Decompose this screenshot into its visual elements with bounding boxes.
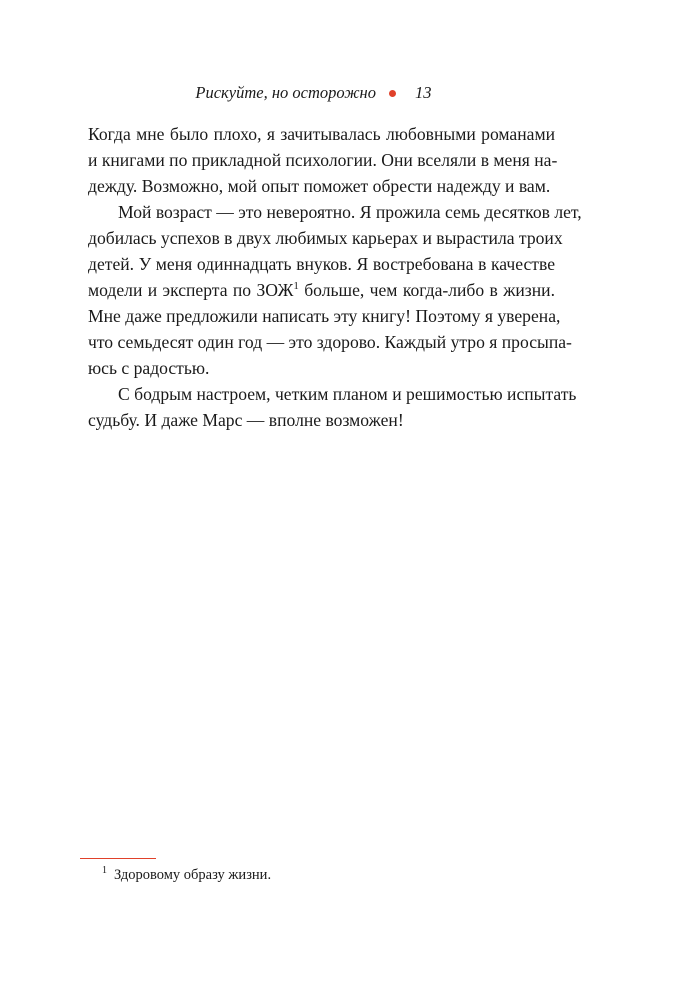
page-number: 13 xyxy=(415,83,432,102)
paragraph-1 xyxy=(88,121,558,199)
running-head xyxy=(0,82,682,106)
text-line: и книгами по прикладной психологии. Они вселяли в меня на- xyxy=(88,150,558,170)
paragraph-3 xyxy=(88,381,577,433)
text-line: детей. У меня одиннадцать внуков. Я востребована в качестве xyxy=(88,254,555,274)
text-line: дежду. Возможно, мой опыт поможет обрести надежду и вам. xyxy=(88,176,551,196)
body-text xyxy=(88,121,582,433)
running-head-title: Рискуйте, но осторожно xyxy=(195,83,376,102)
text-line: Мой возраст — это невероятно. Я прожила семь десятков лет, xyxy=(118,202,582,222)
text-line: судьбу. И даже Марс — вполне возможен! xyxy=(88,410,404,430)
footnote-divider xyxy=(80,858,156,859)
text-line: что семьдесят один год — это здорово. Каждый утро я просыпа- xyxy=(88,332,572,352)
footnote-number: 1 xyxy=(102,865,107,877)
text-line: Когда мне было плохо, я зачитывалась любовными романами xyxy=(88,124,555,144)
text-line xyxy=(88,277,555,303)
footnote-text: Здоровому образу жизни. xyxy=(114,867,272,883)
text-line: С бодрым настроем, четким планом и решимостью испытать xyxy=(118,384,577,404)
text-segment: больше, чем когда-либо в жизни. xyxy=(298,280,555,300)
footnote xyxy=(102,865,271,885)
footnote-reference[interactable]: 1 xyxy=(293,280,299,293)
text-line: Мне даже предложили написать эту книгу! Поэтому я уверена, xyxy=(88,306,561,326)
text-line: добилась успехов в двух любимых карьерах и вырастила троих xyxy=(88,228,563,248)
paragraph-2 xyxy=(88,199,582,381)
text-line: юсь с радостью. xyxy=(88,358,210,378)
bullet-icon xyxy=(389,90,396,97)
text-segment: модели и эксперта по ЗОЖ xyxy=(88,280,294,300)
